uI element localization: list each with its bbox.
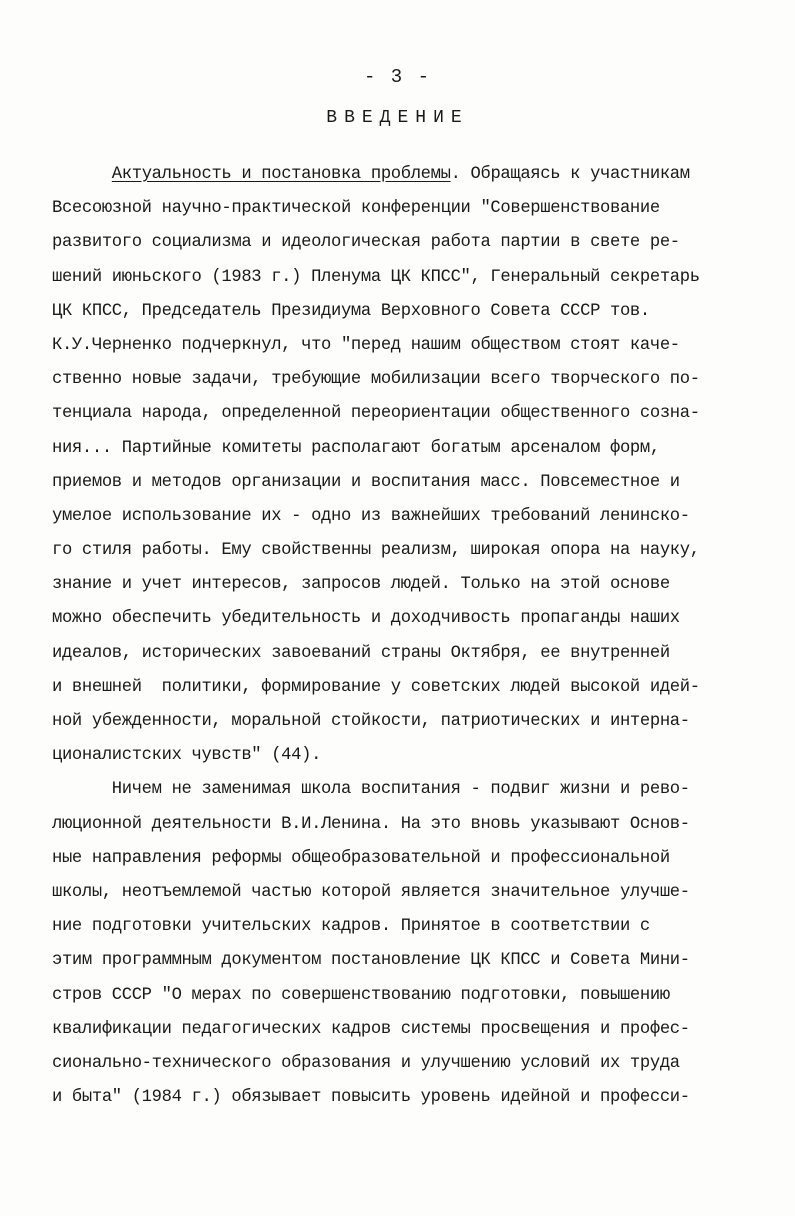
text-line: и быта" (1984 г.) обязывает повысить уровень идейной и професси- (52, 1088, 690, 1108)
text-line: люционной деятельности В.И.Ленина. На это вновь указывают Основ- (52, 814, 690, 834)
text-line: квалификации педагогических кадров системы просвещения и профес- (52, 1019, 690, 1039)
first-line-rest: . Обращаясь к участникам (450, 165, 690, 184)
text-line: го стиля работы. Ему свойственны реализм, широкая опора на науку, (52, 541, 700, 561)
text-line: Ничем не заменимая школа воспитания - подвиг жизни и рево- (52, 780, 690, 800)
text-line: ной убежденности, моральной стойкости, патриотических и интерна- (52, 712, 690, 731)
text-line: К.У.Черненко подчеркнул, что "перед нашим обществом стоят каче- (52, 335, 680, 355)
text-line: ния... Партийные комитеты располагают богатым арсеналом форм, (52, 438, 660, 458)
text-line: Всесоюзной научно-практической конференции "Совершенствование (52, 199, 660, 219)
body-text (52, 158, 762, 1115)
page-number: - 3 - (363, 66, 431, 88)
text-line: ственно новые задачи, требующие мобилизации всего творческого по- (52, 370, 700, 390)
text-line: можно обеспечить убедительность и доходчивость пропаганды наших (52, 609, 680, 629)
text-line: этим программным документом постановление ЦК КПСС и Совета Мини- (52, 951, 690, 971)
text-line: ЦК КПСС, Председатель Президиума Верховного Совета СССР тов. (52, 301, 650, 321)
text-line: сионально-технического образования и улучшению условий их труда (52, 1053, 680, 1073)
text-line: умелое использование их - одно из важнейших требований ленинско- (52, 506, 690, 526)
text-line: идеалов, исторических завоеваний страны Октября, ее внутренней (52, 643, 670, 663)
text-line: приемов и методов организации и воспитания масс. Повсеместное и (52, 472, 680, 492)
text-line-first (52, 158, 762, 192)
section-heading: ВВЕДЕНИЕ (326, 108, 469, 128)
text-line: ные направления реформы общеобразовательной и профессиональной (52, 848, 670, 868)
text-line: ционалистских чувств" (44). (52, 746, 322, 766)
text-line: тенциала народа, определенной переориентации общественного созна- (52, 404, 700, 424)
text-line: развитого социализма и идеологическая работа партии в свете ре- (52, 233, 680, 253)
text-line: стров СССР "О мерах по совершенствованию подготовки, повышению (52, 985, 670, 1005)
subsection-title: Актуальность и постановка проблемы (111, 165, 451, 184)
text-line: шений июньского (1983 г.) Пленума ЦК КПСС", Генеральный секретарь (52, 267, 700, 287)
text-line: знание и учет интересов, запросов людей. Только на этой основе (52, 575, 670, 595)
text-line: и внешней политики, формирование у советских людей высокой идей- (52, 677, 700, 697)
text-line: школы, неотъемлемой частью которой является значительное улучше- (52, 882, 690, 902)
text-line: ние подготовки учительских кадров. Принятое в соответствии с (52, 917, 650, 937)
